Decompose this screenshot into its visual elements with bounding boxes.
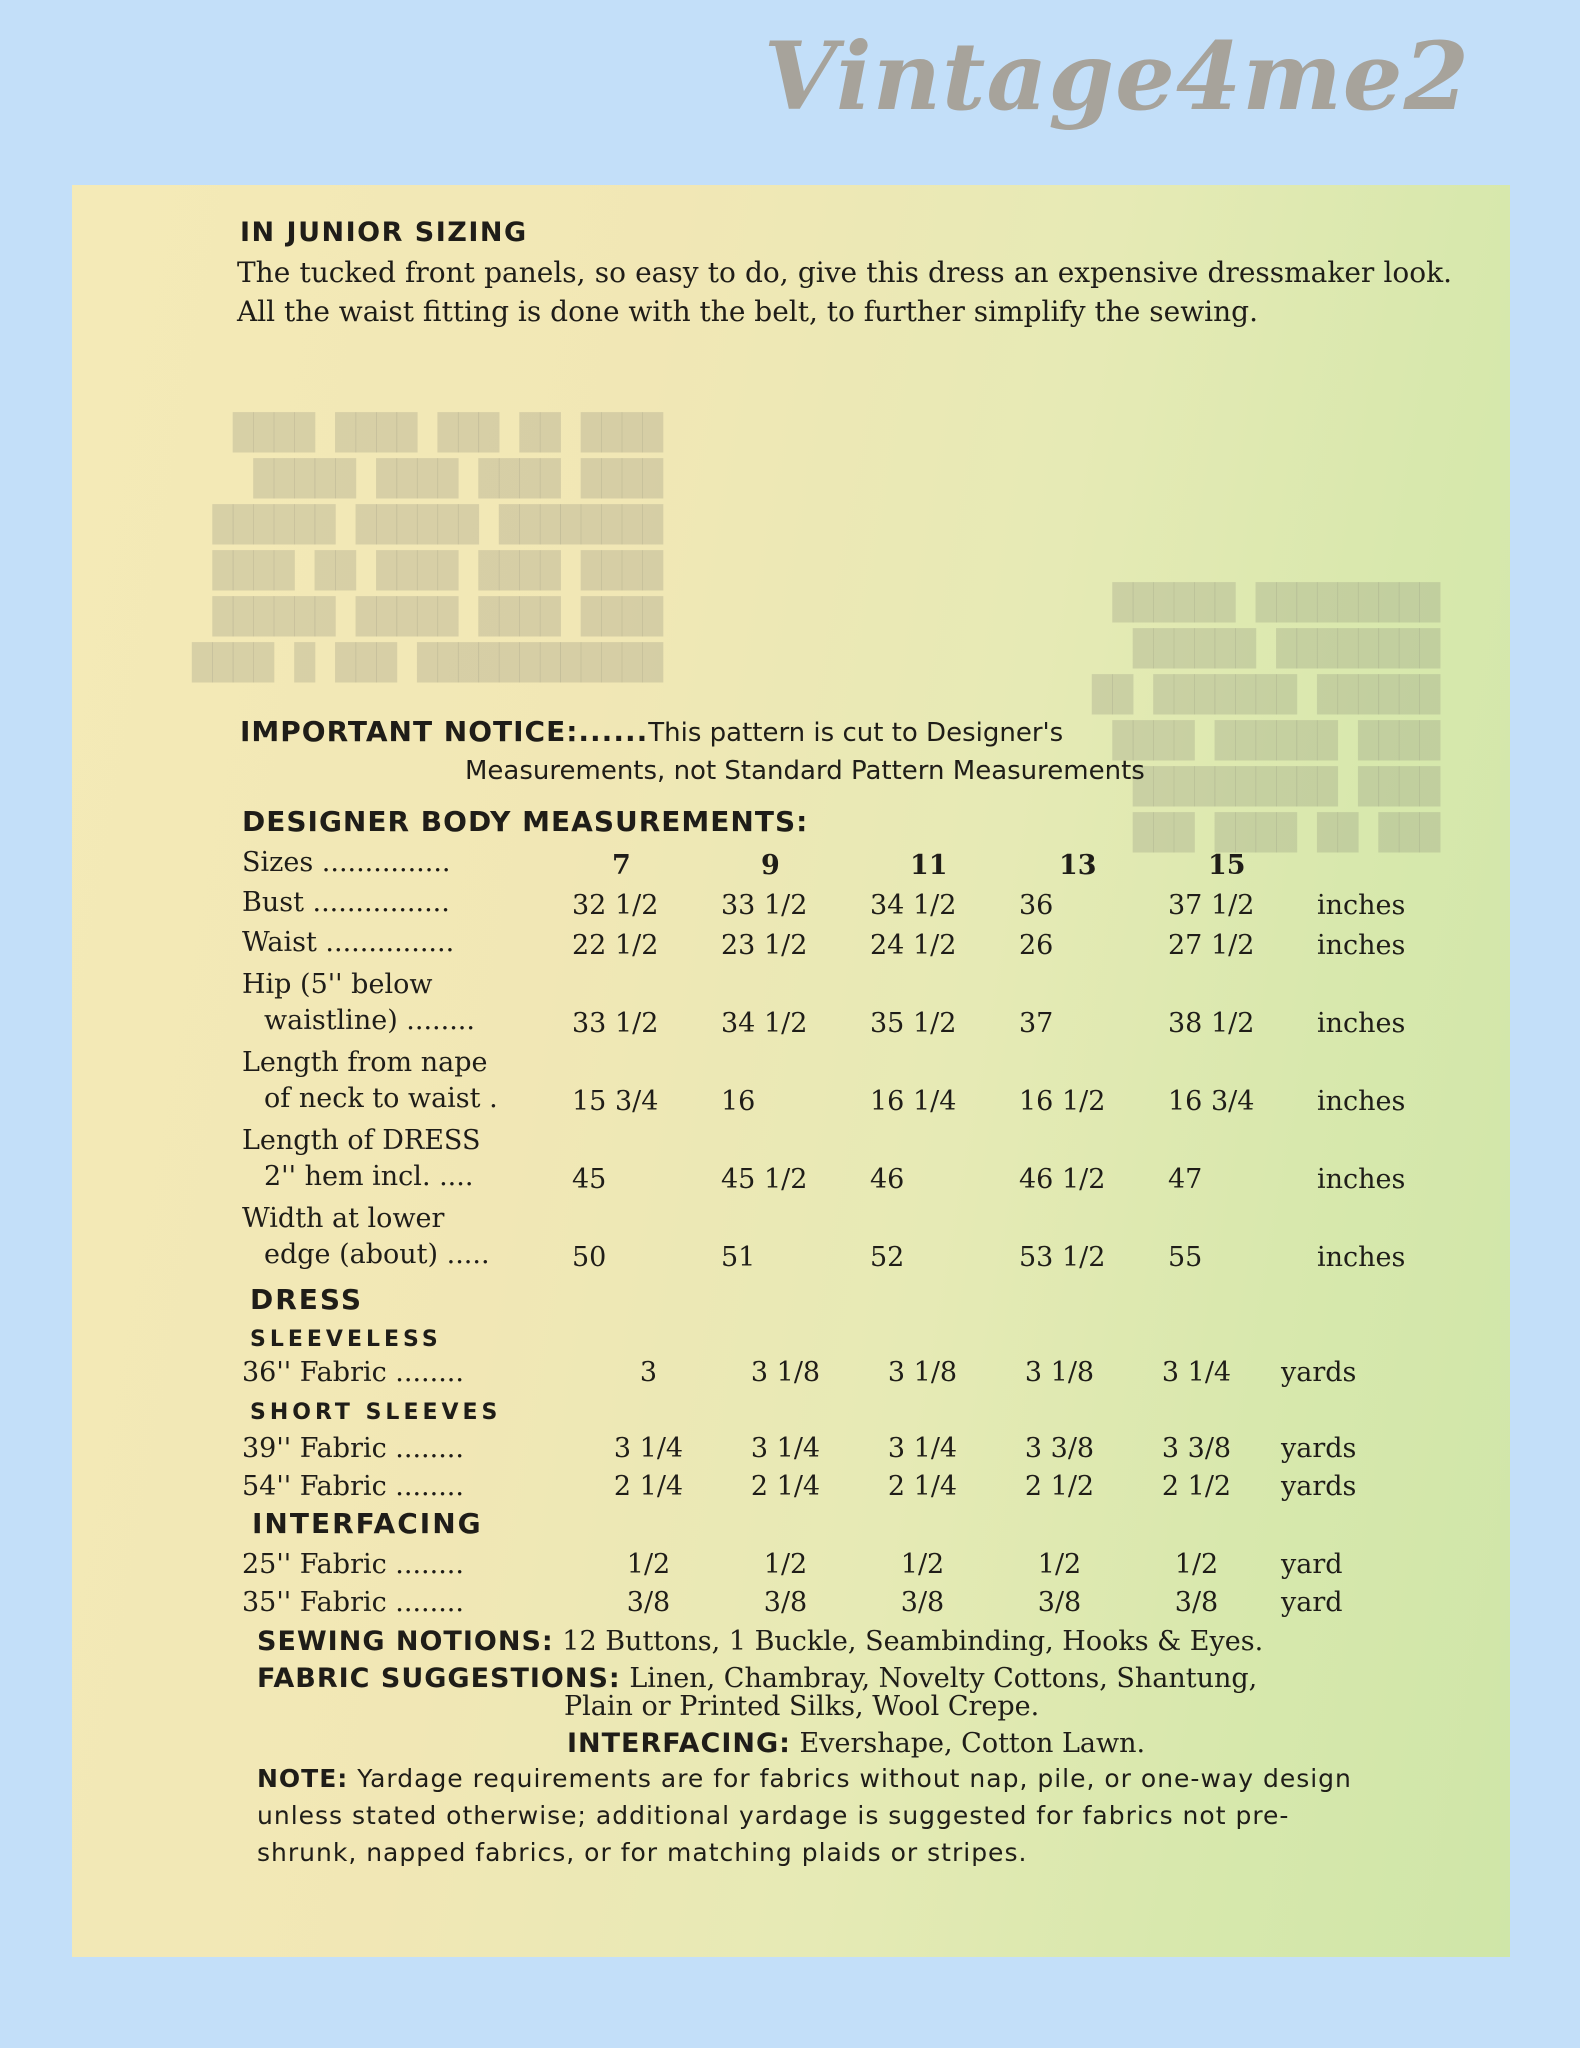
sleeveless-heading: SLEEVELESS bbox=[250, 1327, 442, 1352]
cell: 27 1/2 bbox=[1168, 930, 1255, 961]
short-sleeves-heading: SHORT SLEEVES bbox=[250, 1400, 502, 1425]
cell: 3/8 bbox=[763, 1586, 808, 1618]
cell: 3 1/8 bbox=[887, 1356, 958, 1388]
fabric-suggestions-label: FABRIC SUGGESTIONS: bbox=[257, 1663, 621, 1694]
cell: 3 1/8 bbox=[1024, 1356, 1095, 1388]
row-label bbox=[242, 1117, 572, 1195]
unit: yards bbox=[1281, 1432, 1357, 1464]
row-label: 54'' Fabric ........ bbox=[242, 1470, 464, 1502]
table-row bbox=[242, 1545, 1391, 1583]
yardage-note bbox=[257, 1760, 1387, 1871]
interfacing-heading: INTERFACING bbox=[252, 1507, 483, 1540]
table-row bbox=[242, 1195, 1427, 1273]
cell: 1/2 bbox=[626, 1548, 671, 1580]
dress-heading: DRESS bbox=[250, 1283, 364, 1316]
cell: 15 3/4 bbox=[572, 1086, 659, 1117]
row-label-line-2: 2'' hem incl. .... bbox=[264, 1161, 474, 1192]
table-row bbox=[242, 1429, 1391, 1467]
size-9: 9 bbox=[761, 850, 780, 881]
bleed-through-texture: ████ ██ ███ ████ ████ ████ ████ ████ █████ ████████ ██████ ██████ ████ ████ ████ ██ ████ ████ ████ █████ ██████ ████████████ ███ █ ████ bbox=[192, 413, 663, 683]
unit: inches bbox=[1317, 890, 1406, 921]
size-13: 13 bbox=[1059, 850, 1097, 881]
cell: 16 1/2 bbox=[1019, 1086, 1106, 1117]
cell: 24 1/2 bbox=[870, 930, 957, 961]
row-label-line-2: edge (about) ..... bbox=[264, 1239, 490, 1270]
style-description: The tucked front panels, so easy to do, give this dress an expensive dressmaker look. All the waist fitting is done with the belt, to further simplify the sewing. bbox=[237, 256, 1452, 328]
junior-sizing-heading: IN JUNIOR SIZING bbox=[240, 217, 528, 248]
sizes-label: Sizes ............... bbox=[242, 847, 451, 878]
row-label: 25'' Fabric ........ bbox=[242, 1548, 464, 1580]
cell: 3 bbox=[639, 1356, 658, 1388]
cell: 38 1/2 bbox=[1168, 1008, 1255, 1039]
cell: 22 1/2 bbox=[572, 930, 659, 961]
cell: 53 1/2 bbox=[1019, 1242, 1106, 1273]
interfacing-suggestion bbox=[567, 1725, 1145, 1762]
note-label: NOTE: bbox=[257, 1764, 349, 1793]
cell: 23 1/2 bbox=[721, 930, 808, 961]
unit: inches bbox=[1317, 1164, 1406, 1195]
cell: 34 1/2 bbox=[721, 1008, 808, 1039]
unit: yard bbox=[1281, 1548, 1343, 1580]
table-row bbox=[242, 1039, 1427, 1117]
cell: 33 1/2 bbox=[572, 1008, 659, 1039]
cell: 55 bbox=[1168, 1242, 1203, 1273]
cell: 3/8 bbox=[1174, 1586, 1219, 1618]
row-label-line-1: Width at lower bbox=[242, 1203, 445, 1234]
cell: 3 1/4 bbox=[1161, 1356, 1232, 1388]
row-label bbox=[242, 1195, 572, 1273]
row-label-line-2: of neck to waist . bbox=[264, 1083, 498, 1114]
table-row bbox=[242, 881, 1427, 921]
cell: 26 bbox=[1019, 930, 1054, 961]
cell: 32 1/2 bbox=[572, 890, 659, 921]
table-row bbox=[242, 1353, 1391, 1391]
cell: 46 bbox=[870, 1164, 905, 1195]
cell: 37 1/2 bbox=[1168, 890, 1255, 921]
fabric-suggestions-text-2: Plain or Printed Silks, Wool Crepe. bbox=[564, 1691, 1040, 1722]
row-label: 35'' Fabric ........ bbox=[242, 1586, 464, 1618]
cell: 2 1/2 bbox=[1024, 1470, 1095, 1502]
short-sleeves-table bbox=[242, 1429, 1391, 1505]
sewing-notions-text: 12 Buttons, 1 Buckle, Seambinding, Hooks & Eyes. bbox=[562, 1626, 1264, 1657]
cell: 36 bbox=[1019, 890, 1054, 921]
unit: inches bbox=[1317, 1086, 1406, 1117]
row-label-line-2: waistline) ........ bbox=[264, 1005, 475, 1036]
notice-text-1: This pattern is cut to Designer's bbox=[648, 718, 1064, 748]
cell: 3 3/8 bbox=[1161, 1432, 1232, 1464]
cell: 2 1/4 bbox=[613, 1470, 684, 1502]
unit: yards bbox=[1281, 1470, 1357, 1502]
table-row bbox=[242, 1117, 1427, 1195]
row-label-line-1: Length from nape bbox=[242, 1047, 488, 1078]
interfacing-table bbox=[242, 1545, 1391, 1621]
cell: 45 1/2 bbox=[721, 1164, 808, 1195]
row-label bbox=[242, 1039, 572, 1117]
watermark-logo: Vintage4me2 bbox=[763, 22, 1470, 132]
table-row bbox=[242, 921, 1427, 961]
cell: 3/8 bbox=[1037, 1586, 1082, 1618]
row-label: Bust ................ bbox=[242, 887, 450, 918]
cell: 16 bbox=[721, 1086, 756, 1117]
cell: 2 1/4 bbox=[887, 1470, 958, 1502]
unit: inches bbox=[1317, 930, 1406, 961]
cell: 2 1/4 bbox=[750, 1470, 821, 1502]
sizes-row bbox=[242, 841, 1427, 881]
cell: 3 1/4 bbox=[887, 1432, 958, 1464]
notice-text-2: Measurements, not Standard Pattern Measurements bbox=[465, 756, 1145, 786]
cell: 2 1/2 bbox=[1161, 1470, 1232, 1502]
pattern-envelope-back bbox=[72, 185, 1510, 1957]
cell: 16 1/4 bbox=[870, 1086, 957, 1117]
measurements-heading: DESIGNER BODY MEASUREMENTS: bbox=[242, 805, 809, 838]
size-11: 11 bbox=[910, 850, 948, 881]
unit-header bbox=[1317, 841, 1427, 881]
body-measurements-table bbox=[242, 841, 1427, 1273]
cell: 52 bbox=[870, 1242, 905, 1273]
cell: 1/2 bbox=[763, 1548, 808, 1580]
cell: 45 bbox=[572, 1164, 607, 1195]
important-notice bbox=[240, 713, 1390, 790]
cell: 35 1/2 bbox=[870, 1008, 957, 1039]
cell: 1/2 bbox=[1174, 1548, 1219, 1580]
size-15: 15 bbox=[1208, 850, 1246, 881]
interfacing-suggestion-text: Evershape, Cotton Lawn. bbox=[799, 1728, 1146, 1759]
cell: 50 bbox=[572, 1242, 607, 1273]
size-7: 7 bbox=[612, 850, 631, 881]
cell: 47 bbox=[1168, 1164, 1203, 1195]
row-label: Waist ............... bbox=[242, 927, 455, 958]
fabric-suggestions-cont bbox=[564, 1688, 1039, 1725]
unit: yard bbox=[1281, 1586, 1343, 1618]
table-row bbox=[242, 1583, 1391, 1621]
sewing-notions-label: SEWING NOTIONS: bbox=[257, 1626, 554, 1657]
unit: yards bbox=[1281, 1356, 1357, 1388]
fabric-suggestions-text-1: Linen, Chambray, Novelty Cottons, Shantung, bbox=[629, 1663, 1258, 1694]
cell: 46 1/2 bbox=[1019, 1164, 1106, 1195]
cell: 1/2 bbox=[1037, 1548, 1082, 1580]
cell: 37 bbox=[1019, 1008, 1054, 1039]
note-text: Yardage requirements are for fabrics without nap, pile, or one-way design unless stated otherwise; additional yardage is suggested for fabrics not pre-shrunk, napped fabrics, or for matching plaids or stripes. bbox=[257, 1764, 1352, 1867]
row-label-line-1: Hip (5'' below bbox=[242, 969, 433, 1000]
cell: 34 1/2 bbox=[870, 890, 957, 921]
cell: 3 1/8 bbox=[750, 1356, 821, 1388]
interfacing-suggestion-label: INTERFACING: bbox=[567, 1728, 791, 1759]
table-row bbox=[242, 1467, 1391, 1505]
row-label bbox=[242, 961, 572, 1039]
sleeveless-table bbox=[242, 1353, 1391, 1391]
cell: 33 1/2 bbox=[721, 890, 808, 921]
sewing-notions bbox=[257, 1623, 1263, 1660]
cell: 1/2 bbox=[900, 1548, 945, 1580]
row-label: 36'' Fabric ........ bbox=[242, 1356, 464, 1388]
cell: 51 bbox=[721, 1242, 756, 1273]
unit: inches bbox=[1317, 1242, 1406, 1273]
cell: 3 1/4 bbox=[750, 1432, 821, 1464]
row-label-line-1: Length of DRESS bbox=[242, 1125, 481, 1156]
notice-label: IMPORTANT NOTICE:...... bbox=[240, 715, 649, 748]
cell: 16 3/4 bbox=[1168, 1086, 1255, 1117]
bleed-through-texture-right: █████████ ██████ ████████ ██████ ██████ ███████ ██ ████ ██████ ████ ████ ██████████ ███ ██ ████ ███ bbox=[1092, 583, 1440, 853]
cell: 3 1/4 bbox=[613, 1432, 684, 1464]
cell: 3/8 bbox=[900, 1586, 945, 1618]
table-row bbox=[242, 961, 1427, 1039]
row-label: 39'' Fabric ........ bbox=[242, 1432, 464, 1464]
cell: 3 3/8 bbox=[1024, 1432, 1095, 1464]
unit: inches bbox=[1317, 1008, 1406, 1039]
cell: 3/8 bbox=[626, 1586, 671, 1618]
